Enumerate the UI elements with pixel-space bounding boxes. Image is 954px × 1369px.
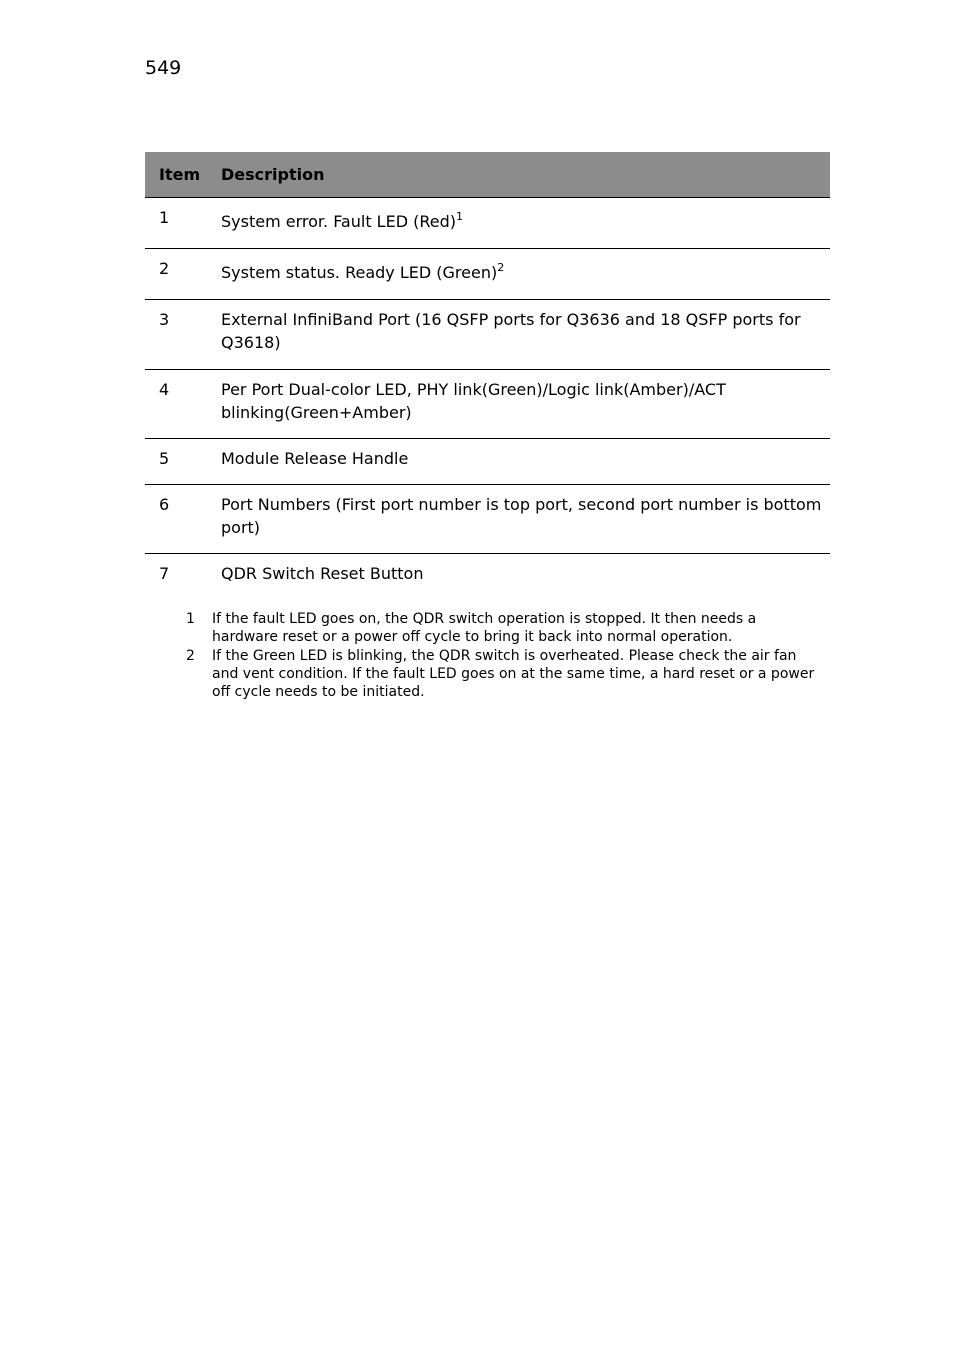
footnote-ref: 2 (497, 261, 505, 274)
footnote (186, 610, 826, 647)
table-row (145, 370, 830, 439)
table-row (145, 485, 830, 554)
table-row (145, 249, 830, 300)
row-item: 3 (159, 310, 170, 329)
footnote-text: If the fault LED goes on, the QDR switch operation is stopped. It then needs a hardware reset or a power off cycle to bring it back into normal operation. (212, 611, 757, 646)
header-item: Item (159, 165, 201, 184)
table-row (145, 198, 830, 249)
footnote-number: 1 (186, 611, 195, 627)
row-item: 6 (159, 495, 170, 514)
row-description: QDR Switch Reset Button (221, 564, 424, 583)
row-item: 1 (159, 208, 170, 227)
table-row (145, 300, 830, 370)
table-header (145, 152, 830, 198)
row-description: Module Release Handle (221, 449, 409, 468)
page-number: 549 (145, 57, 182, 79)
table-row (145, 554, 830, 600)
row-description: System status. Ready LED (Green)$^2$ (221, 261, 505, 282)
footnote-text: If the Green LED is blinking, the QDR switch is overheated. Please check the air fan and vent condition. If the fault LED goes on at the same time, a hard reset or a power off cycle needs to be initiated. (212, 647, 815, 701)
row-description: External InfiniBand Port (16 QSFP ports for Q3636 and 18 QSFP ports for Q3618) (221, 310, 801, 352)
footnote-ref: 1 (455, 210, 463, 223)
footnote (186, 647, 826, 702)
item-description-table (145, 152, 830, 600)
row-description: Port Numbers (First port number is top port, second port number is bottom port) (221, 495, 822, 537)
footnote-number: 2 (186, 647, 195, 664)
header-description: Description (221, 165, 325, 184)
table-row (145, 439, 830, 485)
footnotes (186, 610, 826, 701)
row-item: 4 (159, 380, 170, 399)
row-item: 7 (159, 564, 170, 583)
row-description: System error. Fault LED (Red)$^1$ (221, 210, 463, 231)
row-item: 2 (159, 259, 170, 278)
row-description: Per Port Dual-color LED, PHY link(Green)/Logic link(Amber)/ACT blinking(Green+Amber) (221, 380, 726, 422)
row-item: 5 (159, 449, 170, 468)
